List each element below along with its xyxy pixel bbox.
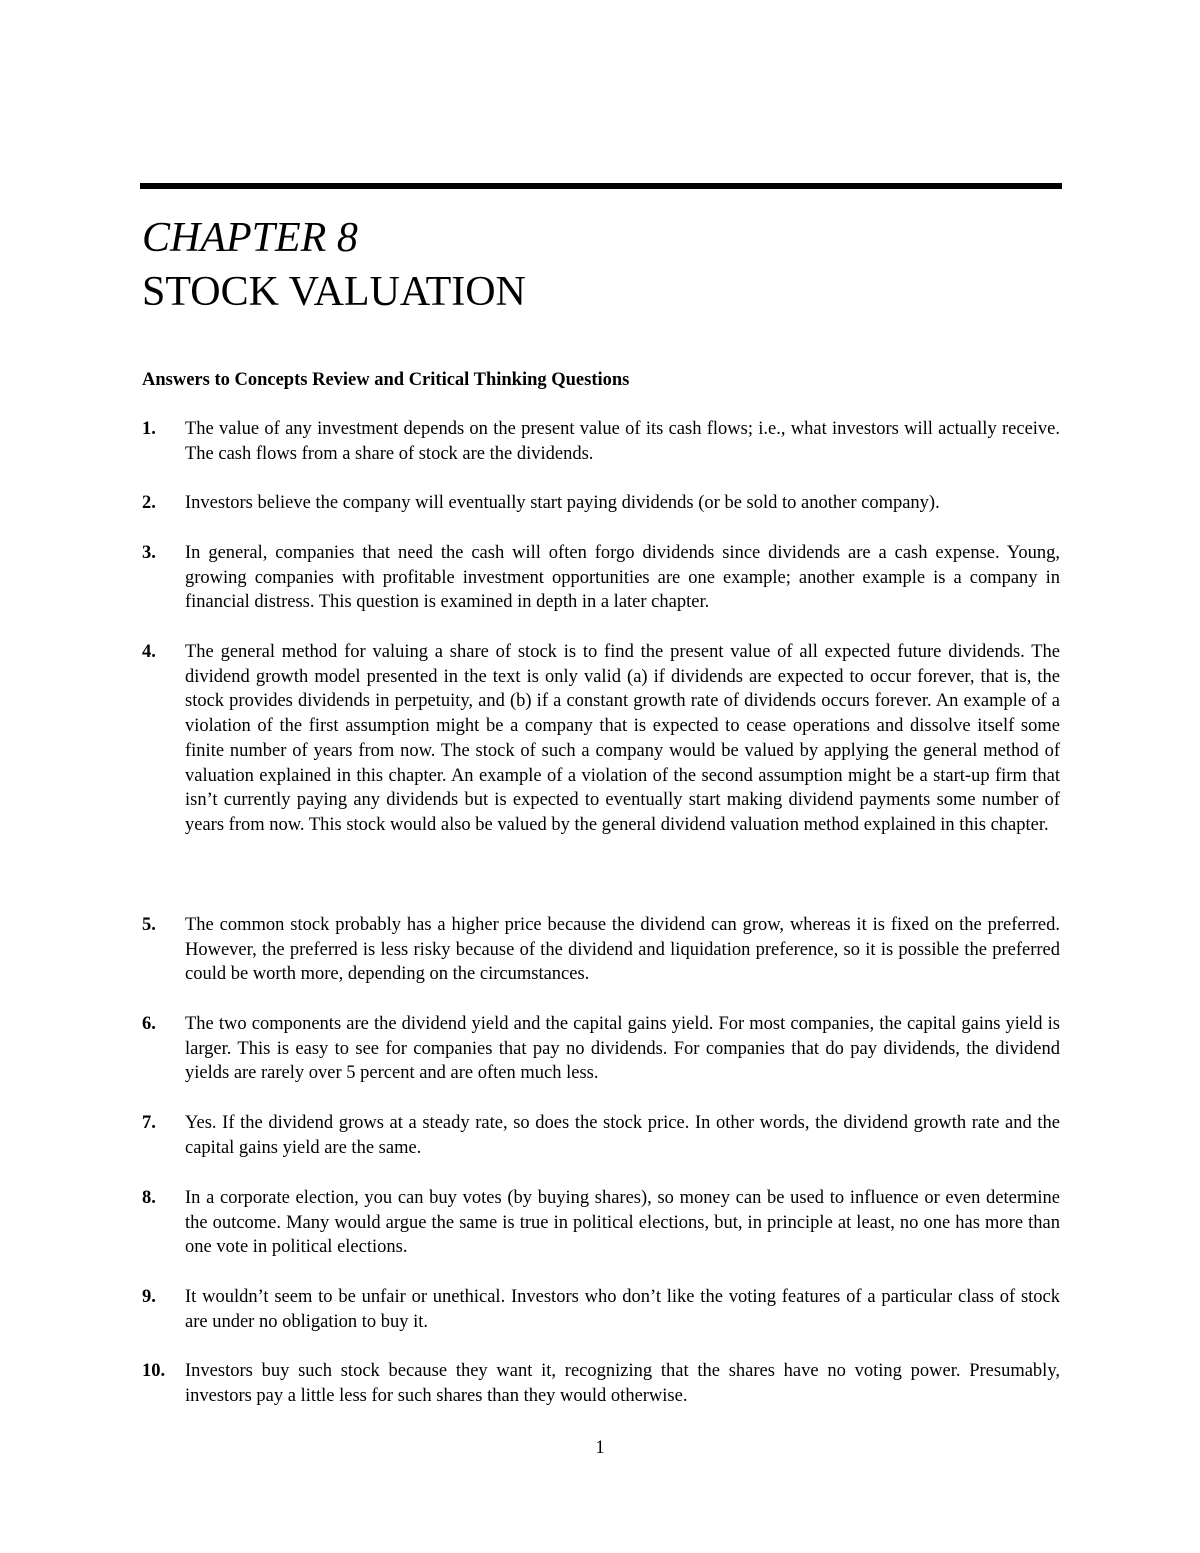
- answer-text: The value of any investment depends on the present value of its cash flows; i.e., what investors will actually receive. The cash flows from a share of stock are the dividends.: [185, 419, 1060, 464]
- answer-text: It wouldn’t seem to be unfair or unethical. Investors who don’t like the voting features of a particular class of stock are under no obligation to buy it.: [185, 1287, 1060, 1332]
- answer-number: 5.: [142, 915, 156, 935]
- answer-item-1: [142, 417, 1060, 466]
- answer-text: In general, companies that need the cash will often forgo dividends since dividends are a cash expense. Young, growing companies with profitable investment opportunities are one example; another example is a company in financial distress. This question is examined in depth in a later chapter.: [185, 543, 1060, 613]
- answer-item-8: [142, 1186, 1060, 1260]
- answer-text: The general method for valuing a share of stock is to find the present value of all expected future dividends. The dividend growth model presented in the text is only valid (a) if dividends are expected to occur forever, that is, the stock provides dividends in perpetuity, and (b) if a constant growth rate of dividends occurs forever. An example of a violation of the first assumption might be a company that is expected to cease operations and dissolve itself some finite number of years from now. The stock of such a company would be valued by applying the general method of valuation explained in this chapter. An example of a violation of the second assumption might be a start-up firm that isn’t currently paying any dividends but is expected to eventually start making dividend payments some number of years from now. This stock would also be valued by the general dividend valuation method explained in this chapter.: [185, 642, 1060, 835]
- answer-number: 9.: [142, 1287, 156, 1307]
- answer-number: 2.: [142, 493, 156, 513]
- answer-item-4: [142, 640, 1060, 838]
- answer-item-10: [142, 1359, 1060, 1408]
- answer-item-2: [142, 491, 1060, 516]
- answer-number: 7.: [142, 1113, 156, 1133]
- answer-text: The two components are the dividend yield and the capital gains yield. For most companies, the capital gains yield is larger. This is easy to see for companies that pay no dividends. For companies that do pay dividends, the dividend yields are rarely over 5 percent and are often much less.: [185, 1014, 1060, 1084]
- header-rule: [140, 183, 1062, 189]
- answer-item-5: [142, 913, 1060, 987]
- answer-number: 4.: [142, 642, 156, 662]
- answer-text: Investors believe the company will eventually start paying dividends (or be sold to another company).: [185, 493, 940, 513]
- answer-text: The common stock probably has a higher price because the dividend can grow, whereas it is fixed on the preferred. However, the preferred is less risky because of the dividend and liquidation preference, so it is possible the preferred could be worth more, depending on the circumstances.: [185, 915, 1060, 985]
- answer-text: In a corporate election, you can buy votes (by buying shares), so money can be used to influence or even determine the outcome. Many would argue the same is true in political elections, but, in principle at least, no one has more than one vote in political elections.: [185, 1188, 1060, 1258]
- answer-item-7: [142, 1111, 1060, 1160]
- answer-text: Investors buy such stock because they want it, recognizing that the shares have no voting power. Presumably, investors pay a little less for such shares than they would otherwise.: [185, 1361, 1060, 1406]
- answer-item-6: [142, 1012, 1060, 1086]
- answer-number: 8.: [142, 1188, 156, 1208]
- answer-number: 10.: [142, 1361, 166, 1381]
- answer-number: 6.: [142, 1014, 156, 1034]
- chapter-title: STOCK VALUATION: [142, 269, 526, 315]
- answer-item-9: [142, 1285, 1060, 1334]
- chapter-label: CHAPTER 8: [142, 215, 358, 261]
- answer-text: Yes. If the dividend grows at a steady rate, so does the stock price. In other words, the dividend growth rate and the capital gains yield are the same.: [185, 1113, 1060, 1158]
- answer-number: 3.: [142, 543, 156, 563]
- section-heading: Answers to Concepts Review and Critical Thinking Questions: [142, 370, 630, 390]
- page-number: 1: [595, 1438, 605, 1458]
- answer-item-3: [142, 541, 1060, 615]
- answer-number: 1.: [142, 419, 156, 439]
